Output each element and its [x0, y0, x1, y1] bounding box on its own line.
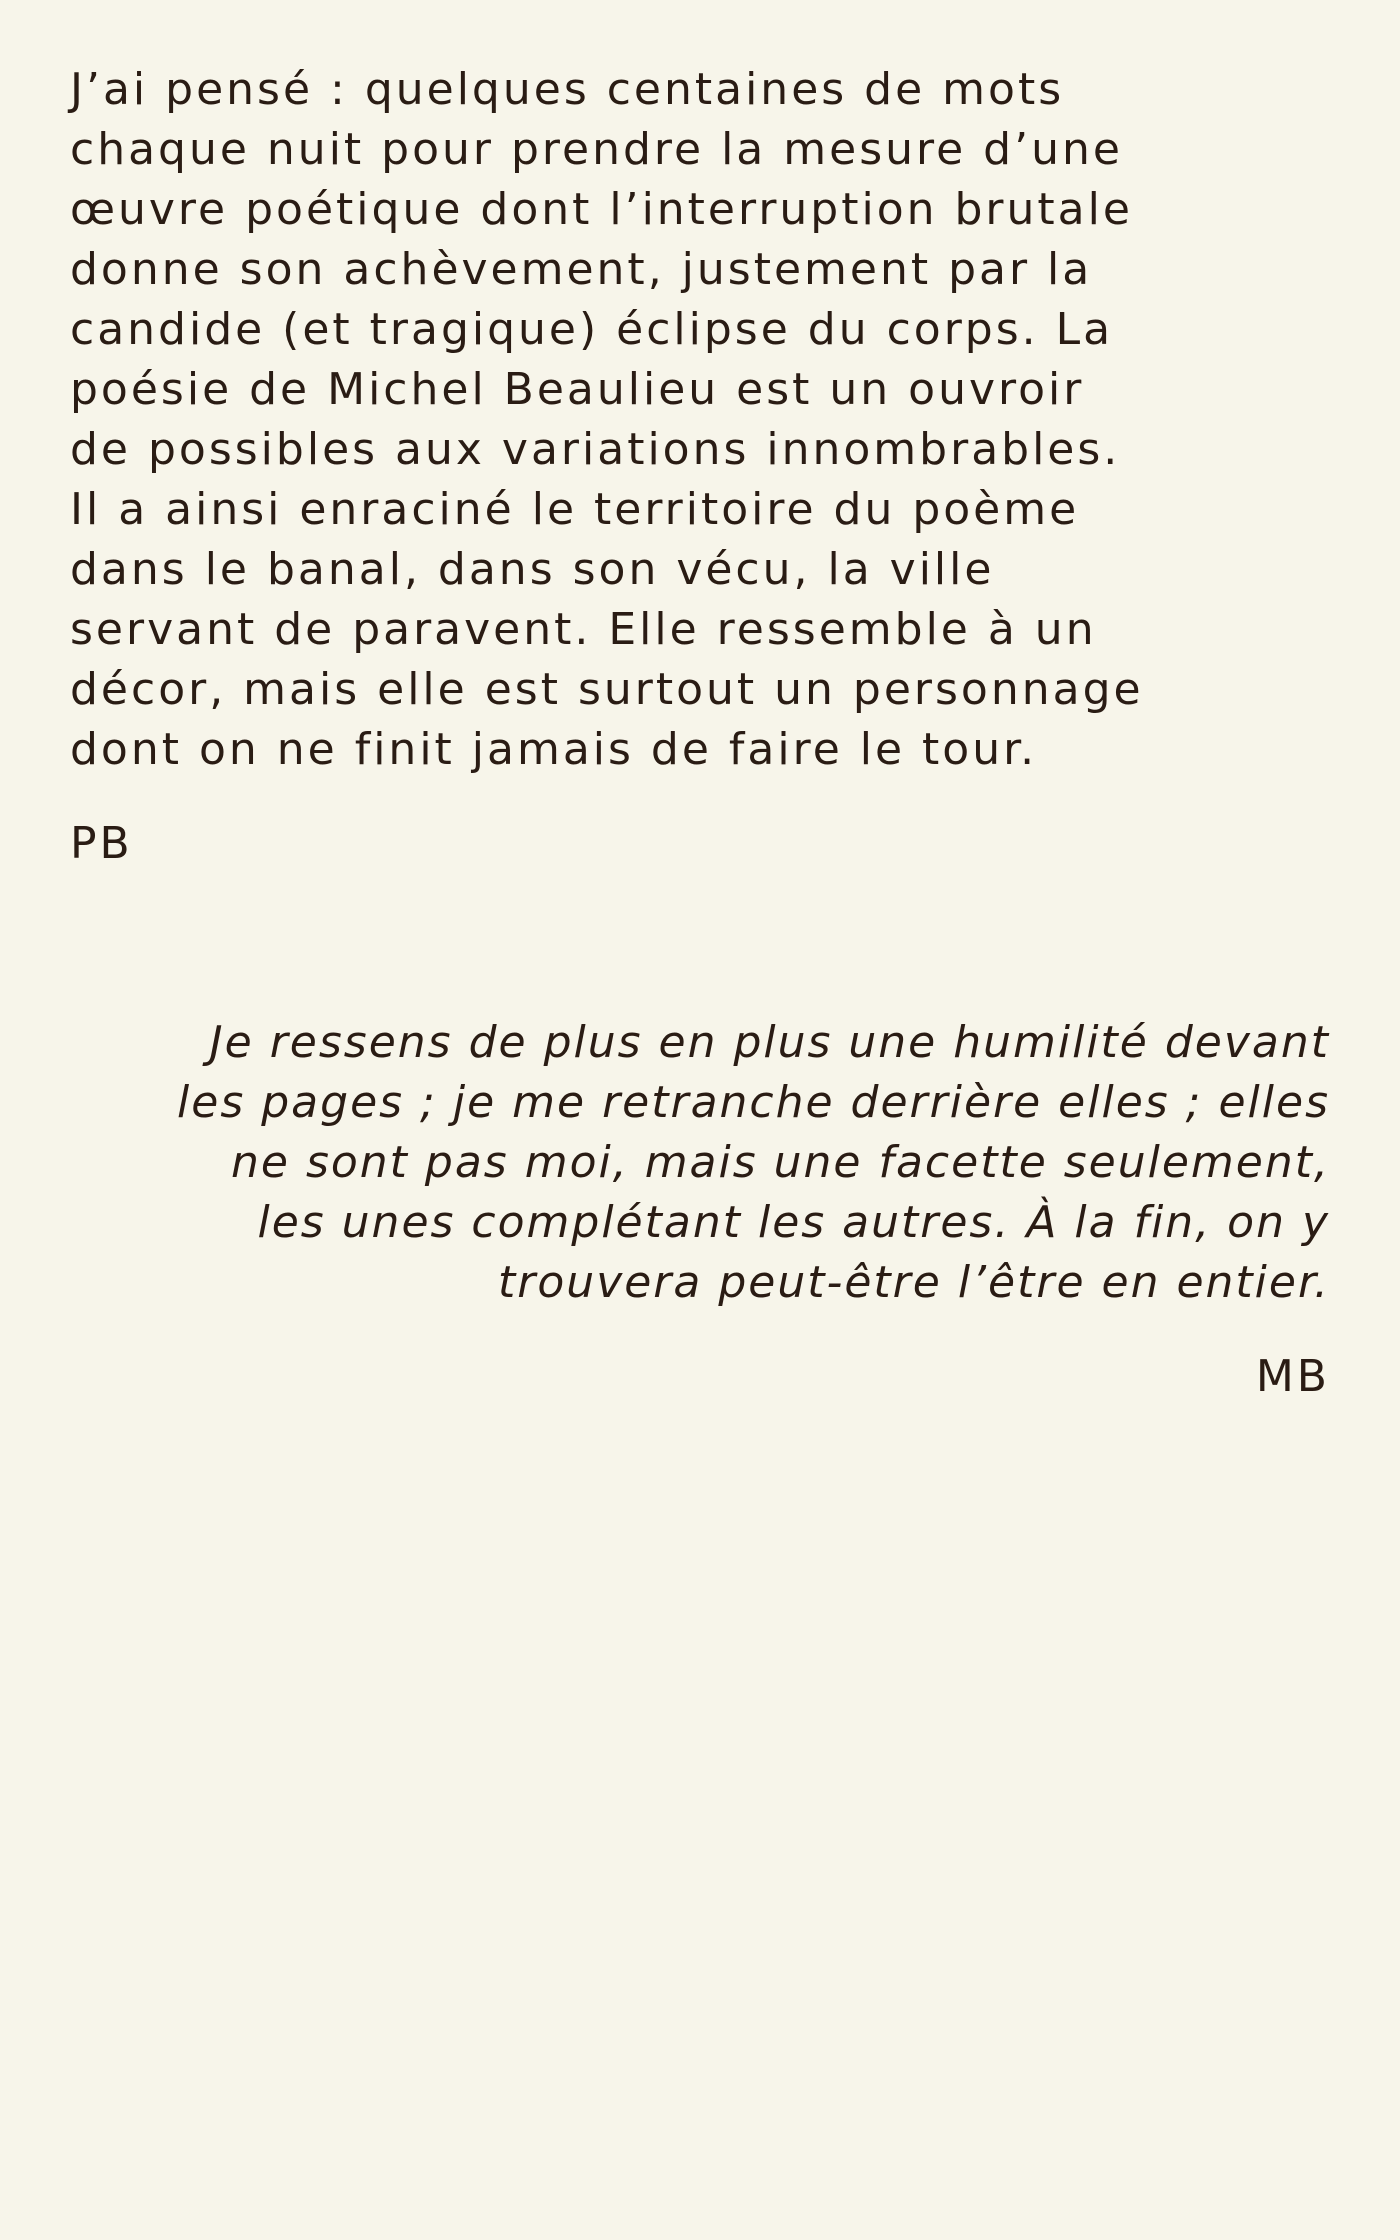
quote-line: les unes complétant les autres. À la fin, on y [257, 1197, 1330, 1248]
quote-line: ne sont pas moi, mais une facette seulement, [231, 1137, 1330, 1188]
intro-line: dont on ne finit jamais de faire le tour. [70, 724, 1038, 775]
intro-line: Il a ainsi enraciné le territoire du poème [70, 484, 1080, 535]
intro-signature: PB [70, 818, 133, 869]
intro-line: de possibles aux variations innombrables. [70, 424, 1121, 475]
intro-line: œuvre poétique dont l’interruption brutale [70, 184, 1133, 235]
intro-paragraph [70, 60, 1310, 874]
intro-line: servant de paravent. Elle ressemble à un [70, 604, 1097, 655]
intro-line: candide (et tragique) éclipse du corps. La [70, 304, 1114, 355]
intro-line: donne son achèvement, justement par la [70, 244, 1093, 295]
intro-line: dans le banal, dans son vécu, la ville [70, 544, 995, 595]
epigraph-quote [150, 1013, 1330, 1407]
intro-line: poésie de Michel Beaulieu est un ouvroir [70, 364, 1085, 415]
intro-line: chaque nuit pour prendre la mesure d’une [70, 124, 1123, 175]
quote-line: Je ressens de plus en plus une humilité devant [209, 1017, 1330, 1068]
quote-line: trouvera peut-être l’être en entier. [498, 1257, 1330, 1308]
intro-line: décor, mais elle est surtout un personnage [70, 664, 1144, 715]
intro-line: J’ai pensé : quelques centaines de mots [70, 64, 1065, 115]
quote-line: les pages ; je me retranche derrière elles ; elles [177, 1077, 1330, 1128]
quote-signature: MB [1255, 1351, 1330, 1402]
